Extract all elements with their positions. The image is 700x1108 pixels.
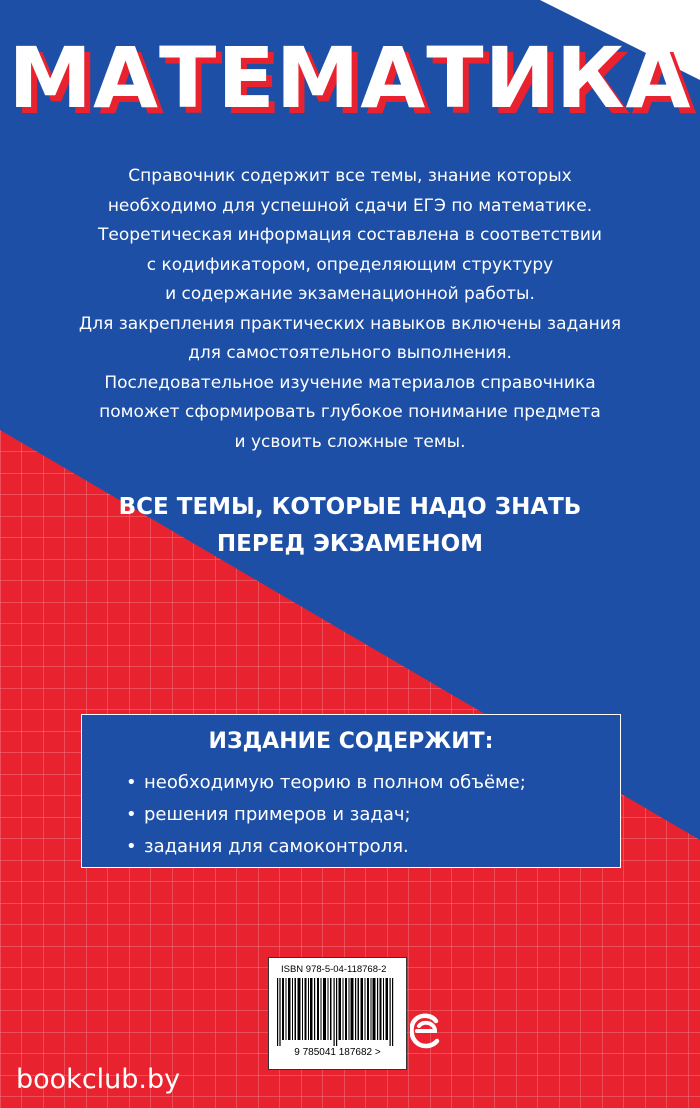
description-line: и усвоить сложные темы. (234, 431, 466, 452)
bullet-icon: • (126, 804, 137, 825)
contents-box-title: ИЗДАНИЕ СОДЕРЖИТ: (208, 729, 494, 754)
list-item (126, 799, 526, 831)
list-item-text: задания для самоконтроля. (144, 836, 409, 857)
barcode-label (268, 957, 407, 1070)
description-line: Последовательное изучение материалов справочника (104, 372, 596, 393)
description-line: и содержание экзаменационной работы. (165, 284, 535, 304)
contents-list (126, 767, 526, 863)
description-line: для самостоятельного выполнения. (188, 343, 512, 363)
barcode-icon (277, 978, 398, 1046)
list-item (126, 831, 526, 863)
contents-box (81, 714, 621, 868)
isbn-text: ISBN 978-5-04-118768-2 (281, 964, 387, 975)
description-line: с кодификатором, определяющим структуру (146, 254, 554, 275)
book-title: МАТЕМАТИКА (8, 29, 692, 127)
description-line: необходимо для успешной сдачи ЕГЭ по математике. (107, 195, 593, 216)
barcode-number: 9 785041 187682 (294, 1047, 373, 1058)
slogan-line: ПЕРЕД ЭКЗАМЕНОМ (216, 531, 484, 557)
watermark-text: bookclub.by (16, 1064, 181, 1095)
list-item-text: необходимую теорию в полном объёме; (144, 772, 526, 793)
slogan-line: ВСЕ ТЕМЫ, КОТОРЫЕ НАДО ЗНАТЬ (118, 494, 582, 520)
slogan (0, 489, 700, 563)
bullet-icon: • (126, 836, 137, 857)
list-item-text: решения примеров и задач; (144, 804, 411, 825)
description-line: Для закрепления практических навыков включены задания (78, 313, 622, 334)
barcode-digits (269, 1047, 406, 1058)
description-line: Теоретическая информация составлена в соответствии (98, 225, 602, 245)
eksmo-e-logo-icon (410, 1013, 440, 1049)
list-item (126, 767, 526, 799)
description-line: Справочник содержит все темы, знание которых (128, 166, 572, 186)
bullet-icon: • (126, 772, 137, 793)
description (40, 162, 660, 457)
description-line: поможет сформировать глубокое понимание предмета (99, 402, 601, 422)
barcode-arrow: > (374, 1047, 381, 1058)
